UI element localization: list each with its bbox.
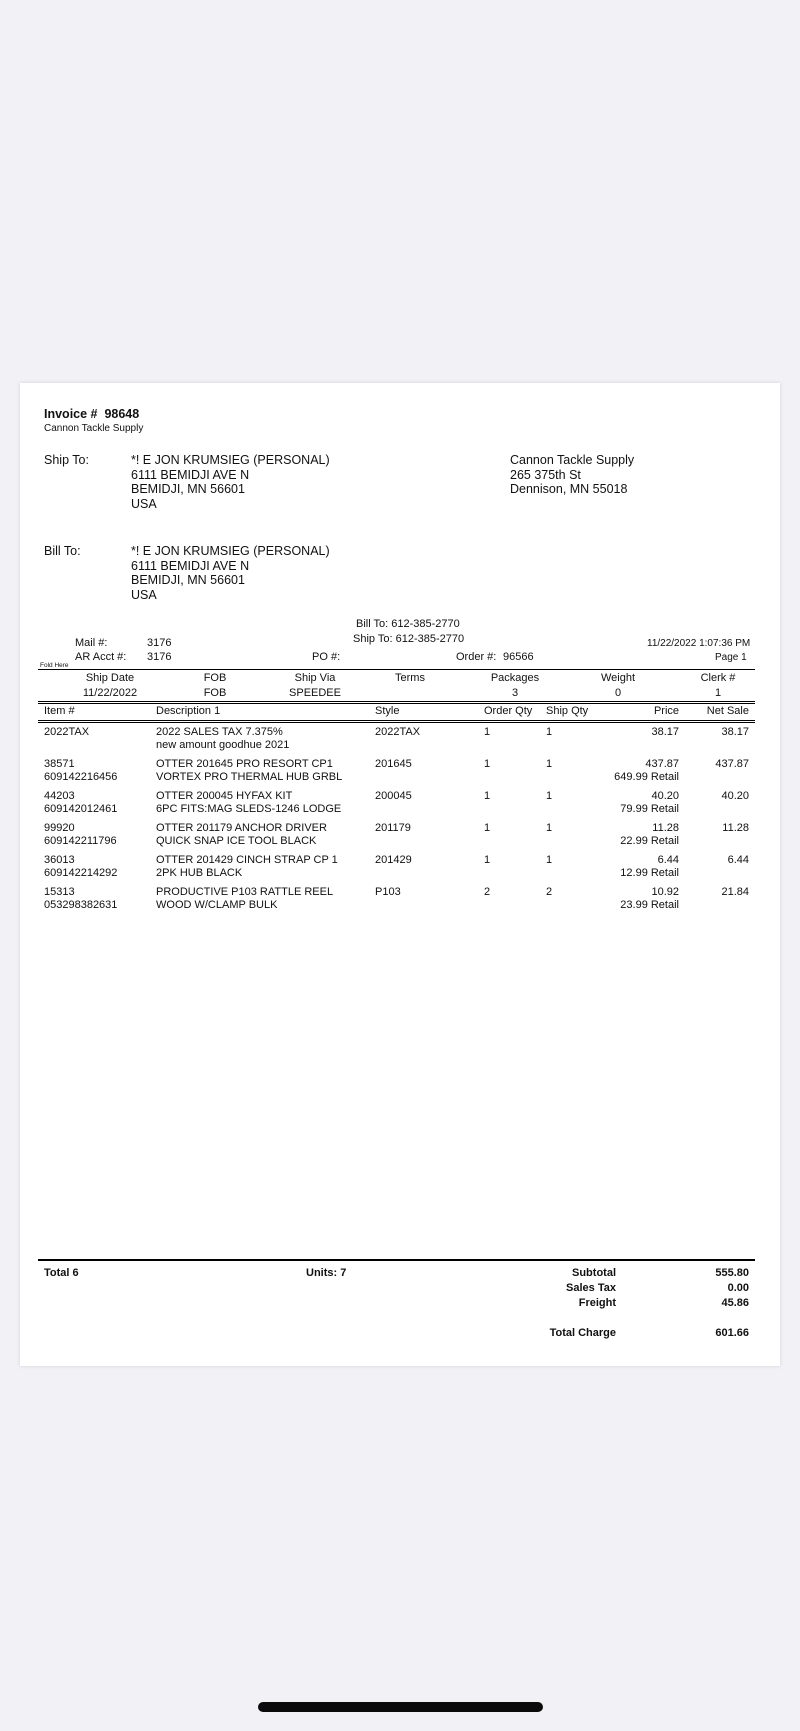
invoice-number: 98648 bbox=[104, 407, 140, 421]
mail-value: 3176 bbox=[147, 637, 172, 649]
table-row bbox=[20, 886, 780, 918]
item-description-2: new amount goodhue 2021 bbox=[156, 738, 290, 751]
totals-divider bbox=[38, 1259, 755, 1261]
order-value: 96566 bbox=[503, 651, 534, 663]
divider bbox=[38, 703, 755, 704]
item-description: 2022 SALES TAX 7.375% bbox=[156, 726, 283, 738]
invoice-title bbox=[44, 407, 139, 421]
clerk-header: Clerk # bbox=[700, 672, 736, 684]
table-row bbox=[20, 790, 780, 822]
item-net-sale: 40.20 bbox=[721, 790, 749, 802]
ship-date-value: 11/22/2022 bbox=[82, 687, 138, 699]
item-number: 36013 bbox=[44, 854, 75, 866]
table-row bbox=[20, 822, 780, 854]
ship-via-value: SPEEDEE bbox=[289, 687, 341, 699]
terms-header: Terms bbox=[395, 672, 425, 684]
divider bbox=[38, 722, 755, 723]
vendor-line: 265 375th St bbox=[510, 467, 581, 482]
ar-acct-value: 3176 bbox=[147, 651, 172, 663]
price-header: Price bbox=[653, 705, 679, 717]
item-upc: 609142012461 bbox=[44, 802, 118, 815]
subtotal-value: 555.80 bbox=[715, 1267, 749, 1279]
packages-value: 3 bbox=[511, 687, 519, 699]
po-label: PO #: bbox=[312, 651, 341, 663]
item-ship-qty: 1 bbox=[546, 758, 553, 770]
item-ship-qty: 1 bbox=[546, 854, 553, 866]
table-row bbox=[20, 726, 780, 758]
print-datetime: 11/22/2022 1:07:36 PM bbox=[647, 638, 751, 649]
weight-header: Weight bbox=[600, 672, 636, 684]
order-qty-header: Order Qty bbox=[484, 705, 533, 717]
item-net-sale: 6.44 bbox=[727, 854, 749, 866]
fob-header: FOB bbox=[203, 672, 227, 684]
ship-to-phone: Ship To: 612-385-2770 bbox=[353, 633, 465, 645]
bill-to-phone: Bill To: 612-385-2770 bbox=[356, 618, 460, 630]
item-retail: 12.99 Retail bbox=[620, 866, 679, 879]
divider bbox=[38, 669, 755, 670]
item-number: 38571 bbox=[44, 758, 75, 770]
item-description: OTTER 200045 HYFAX KIT bbox=[156, 790, 293, 802]
item-net-sale: 38.17 bbox=[721, 726, 749, 738]
item-number: 44203 bbox=[44, 790, 75, 802]
total-lines: Total 6 bbox=[44, 1267, 79, 1279]
item-style: P103 bbox=[375, 886, 401, 898]
bill-to-line: USA bbox=[131, 587, 157, 602]
item-price: 11.28 bbox=[652, 822, 679, 834]
vendor-line: Dennison, MN 55018 bbox=[510, 482, 628, 496]
item-retail: 22.99 Retail bbox=[620, 834, 679, 847]
home-indicator[interactable] bbox=[258, 1702, 543, 1712]
bill-to-address bbox=[131, 544, 330, 602]
bill-to-line: 6111 BEMIDJI AVE N bbox=[131, 558, 250, 573]
style-header: Style bbox=[375, 705, 400, 717]
item-description-2: VORTEX PRO THERMAL HUB GRBL bbox=[156, 770, 343, 783]
divider bbox=[38, 701, 755, 702]
item-ship-qty: 1 bbox=[546, 726, 553, 738]
ship-qty-header: Ship Qty bbox=[546, 705, 589, 717]
total-charge-label: Total Charge bbox=[549, 1327, 616, 1339]
item-price: 437.87 bbox=[645, 758, 679, 770]
item-description-2: QUICK SNAP ICE TOOL BLACK bbox=[156, 834, 317, 847]
item-description: PRODUCTIVE P103 RATTLE REEL bbox=[156, 886, 334, 898]
subtotal-label: Subtotal bbox=[572, 1267, 616, 1279]
item-upc: 609142214292 bbox=[44, 866, 118, 879]
item-style: 200045 bbox=[375, 790, 412, 802]
bill-to-line: BEMIDJI, MN 56601 bbox=[131, 573, 245, 587]
vendor-address bbox=[510, 453, 634, 497]
packages-header: Packages bbox=[490, 672, 540, 684]
item-retail: 23.99 Retail bbox=[620, 898, 679, 911]
ship-to-address bbox=[131, 453, 330, 511]
item-ship-qty: 1 bbox=[546, 790, 553, 802]
sales-tax-value: 0.00 bbox=[727, 1282, 749, 1294]
net-sale-header: Net Sale bbox=[706, 705, 749, 717]
item-price: 40.20 bbox=[651, 790, 679, 802]
ar-acct-label: AR Acct #: bbox=[75, 651, 127, 663]
weight-value: 0 bbox=[614, 687, 622, 699]
item-order-qty: 2 bbox=[484, 886, 491, 898]
item-style: 201429 bbox=[375, 854, 412, 866]
page-number: Page 1 bbox=[715, 652, 747, 663]
ship-to-line: 6111 BEMIDJI AVE N bbox=[131, 467, 250, 482]
bill-to-line: *! E JON KRUMSIEG (PERSONAL) bbox=[131, 544, 330, 558]
item-description-2: 6PC FITS:MAG SLEDS-1246 LODGE bbox=[156, 802, 342, 815]
freight-label: Freight bbox=[578, 1297, 616, 1309]
clerk-value: 1 bbox=[714, 687, 722, 699]
sales-tax-label: Sales Tax bbox=[566, 1282, 616, 1294]
order-label: Order #: bbox=[456, 651, 497, 663]
item-number: 2022TAX bbox=[44, 726, 90, 738]
ship-date-header: Ship Date bbox=[85, 672, 135, 684]
item-upc: 609142211796 bbox=[44, 834, 117, 847]
item-price: 6.44 bbox=[657, 854, 679, 866]
item-upc: 609142216456 bbox=[44, 770, 118, 783]
item-upc: 053298382631 bbox=[44, 898, 118, 911]
item-description: OTTER 201429 CINCH STRAP CP 1 bbox=[156, 854, 338, 866]
item-description: OTTER 201179 ANCHOR DRIVER bbox=[156, 822, 327, 834]
ship-to-line: *! E JON KRUMSIEG (PERSONAL) bbox=[131, 453, 330, 467]
freight-value: 45.86 bbox=[721, 1297, 749, 1309]
item-retail: 79.99 Retail bbox=[620, 802, 679, 815]
item-number: 15313 bbox=[44, 886, 75, 898]
divider bbox=[38, 720, 755, 721]
ship-to-line: BEMIDJI, MN 56601 bbox=[131, 482, 245, 496]
table-row bbox=[20, 854, 780, 886]
item-net-sale: 21.84 bbox=[721, 886, 749, 898]
item-net-sale: 11.28 bbox=[722, 822, 749, 834]
vendor-line: Cannon Tackle Supply bbox=[510, 453, 635, 467]
item-description: OTTER 201645 PRO RESORT CP1 bbox=[156, 758, 333, 770]
item-description-2: 2PK HUB BLACK bbox=[156, 866, 243, 879]
total-units: Units: 7 bbox=[306, 1267, 347, 1279]
item-order-qty: 1 bbox=[484, 790, 491, 802]
company-name: Cannon Tackle Supply bbox=[44, 423, 144, 434]
item-ship-qty: 1 bbox=[546, 822, 553, 834]
total-charge-value: 601.66 bbox=[715, 1327, 749, 1339]
fold-here-mark: Fold Here bbox=[40, 662, 69, 669]
item-order-qty: 1 bbox=[484, 726, 491, 738]
item-style: 201645 bbox=[375, 758, 412, 770]
item-order-qty: 1 bbox=[484, 758, 491, 770]
item-style: 2022TAX bbox=[375, 726, 421, 738]
invoice-page bbox=[20, 383, 780, 1366]
item-price: 10.92 bbox=[651, 886, 679, 898]
fob-value: FOB bbox=[203, 687, 227, 699]
bill-to-label: Bill To: bbox=[44, 544, 81, 558]
item-ship-qty: 2 bbox=[546, 886, 553, 898]
item-order-qty: 1 bbox=[484, 854, 491, 866]
mail-label: Mail #: bbox=[75, 637, 108, 649]
item-number-header: Item # bbox=[44, 705, 75, 717]
invoice-label: Invoice # bbox=[44, 407, 98, 421]
item-retail: 649.99 Retail bbox=[614, 770, 679, 783]
item-number: 99920 bbox=[44, 822, 75, 834]
ship-to-line: USA bbox=[131, 496, 157, 511]
item-price: 38.17 bbox=[651, 726, 679, 738]
table-row bbox=[20, 758, 780, 790]
item-style: 201179 bbox=[375, 822, 411, 834]
ship-via-header: Ship Via bbox=[294, 672, 336, 684]
ship-to-label: Ship To: bbox=[44, 453, 89, 467]
item-net-sale: 437.87 bbox=[715, 758, 749, 770]
description-header: Description 1 bbox=[156, 705, 221, 717]
item-order-qty: 1 bbox=[484, 822, 491, 834]
item-description-2: WOOD W/CLAMP BULK bbox=[156, 898, 278, 911]
